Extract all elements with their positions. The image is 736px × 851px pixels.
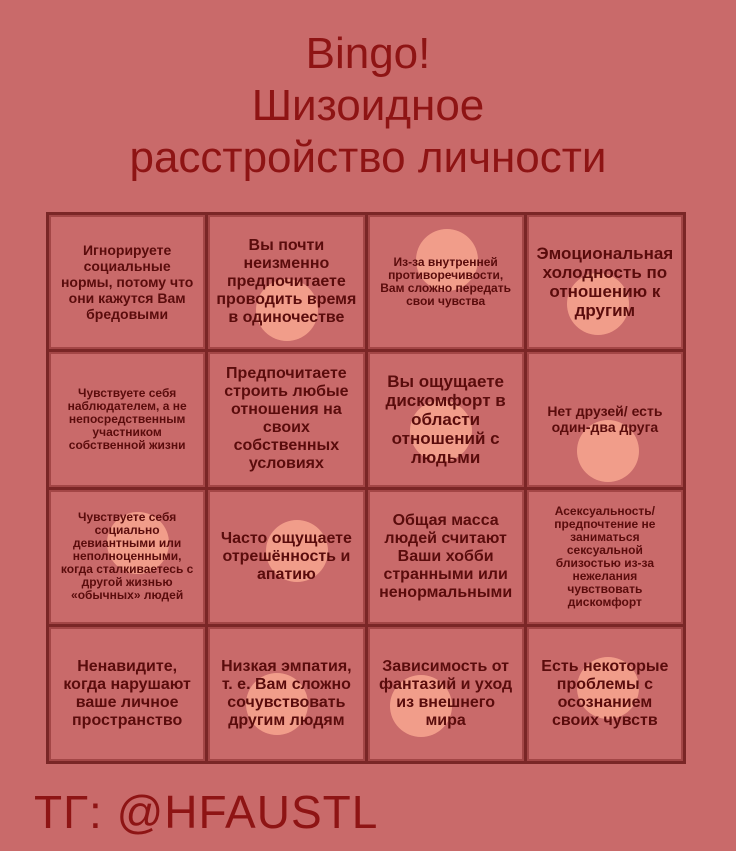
bingo-cell[interactable] [208,490,364,624]
bingo-cell[interactable] [527,215,683,349]
bingo-cell-text: Ненавидите, когда нарушают ваше личное пространство [63,657,191,729]
bingo-cell-text: Зависимость от фантазий и уход из внешнего мира [379,657,513,729]
bingo-cell-text: Вы ощущаете дискомфорт в области отношений с людьми [385,371,506,467]
bingo-cell-text: Нет друзей/ есть один-два друга [547,403,663,436]
bingo-cell[interactable] [208,215,364,349]
bingo-cell[interactable] [527,490,683,624]
title-line-1: Bingo! [305,29,431,78]
bingo-cell-text: Чувствуете себя наблюдателем, а не непосредственным участником собственной жизни [67,385,187,452]
bingo-cell-text: Есть некоторые проблемы с осознанием своих чувств [541,657,669,729]
bingo-cell-text: Асексуальность/ предпочтение не заниматься сексуальной близостью из-за нежелания чувствовать дискомфорт [554,503,656,609]
bingo-cell[interactable] [208,352,364,486]
telegram-handle: ТГ: @HFAUSTL [34,786,379,838]
bingo-cell[interactable] [368,490,524,624]
bingo-cell-text: Из-за внутренней противоречивости, Вам сложно передать свои чувства [380,255,511,309]
bingo-cell[interactable] [527,627,683,761]
title-line-3: расстройство личности [129,133,607,182]
bingo-cell-text: Чувствуете себя социально девиантными или неполноценными, когда сталкиваетесь с другой жизнью «обычных» людей [60,510,194,603]
bingo-cell[interactable] [49,352,205,486]
bingo-cell[interactable] [368,215,524,349]
bingo-cell-text: Предпочитаете строить любые отношения на своих собственных условиях [224,365,349,473]
bingo-cell[interactable] [368,352,524,486]
bingo-title [0,28,736,184]
bingo-cell[interactable] [49,490,205,624]
bingo-cell[interactable] [368,627,524,761]
bingo-cell[interactable] [49,627,205,761]
bingo-cell-text: Игнорируете социальные нормы, потому что они кажутся Вам бредовыми [60,242,194,323]
bingo-cell[interactable] [49,215,205,349]
title-line-2: Шизоидное [251,81,485,130]
bingo-cell[interactable] [208,627,364,761]
bingo-cell-text: Часто ощущаете отрешённость и апатию [220,529,352,583]
bingo-cell[interactable] [527,352,683,486]
bingo-grid [46,212,686,764]
bingo-cell-text: Вы почти неизменно предпочитаете проводить время в одиночестве [216,237,357,327]
bingo-cell-text: Общая масса людей считают Ваши хобби странными или ненормальными [379,511,513,601]
bingo-cell-text: Низкая эмпатия, т. е. Вам сложно сочувствовать другим людям [221,657,352,729]
bingo-cell-text: Эмоциональная холодность по отношению к другим [536,244,674,321]
